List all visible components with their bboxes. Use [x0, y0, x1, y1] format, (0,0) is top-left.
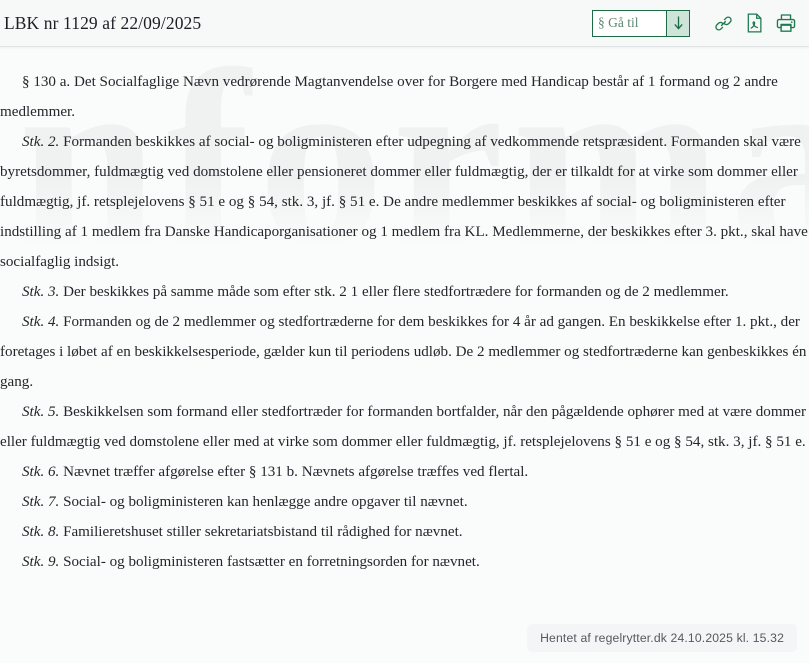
pdf-button[interactable]	[743, 10, 766, 36]
paragraph-text: Social- og boligministeren kan henlægge andre opgaver til nævnet.	[59, 494, 468, 510]
goto-dropdown-button[interactable]	[666, 11, 689, 36]
paragraph	[0, 517, 809, 547]
document-viewport	[0, 47, 809, 663]
paragraph-lead: Stk. 9.	[22, 554, 60, 570]
paragraph	[0, 397, 809, 457]
paragraph-lead: § 130 a.	[22, 74, 71, 90]
goto-control[interactable]	[592, 10, 690, 37]
paragraph-lead: Stk. 8.	[22, 524, 60, 540]
paragraph	[0, 487, 809, 517]
paragraph-lead: Stk. 6.	[22, 464, 60, 480]
arrow-down-icon	[673, 15, 684, 31]
paragraph-text: Formanden beskikkes af social- og boligministeren efter udpegning af vedkommende retspræsident. Formanden skal være byretsdommer, fuldmægtig ved domstolene eller pensioneret dommer eller fuldmægtig, der er tilkaldt for at virke som dommer eller fuldmægtig, jf. retsplejelovens § 51 e og § 54, stk. 3, jf. § 51 e. De andre medlemmer beskikkes af social- og boligministeren efter indstilling af 1 medlem fra Danske Handicaporganisationer og 1 medlem fra KL. Medlemmerne, der beskikkes efter 3. pkt., skal have socialfaglig indsigt.	[0, 134, 808, 270]
paragraph	[0, 457, 809, 487]
document-toolbar	[0, 0, 809, 47]
paragraph-text: Der beskikkes på samme måde som efter stk. 2 1 eller flere stedfortrædere for formanden og de 2 medlemmer.	[59, 284, 729, 300]
paragraph-lead: Stk. 3.	[22, 284, 60, 300]
pdf-icon	[745, 13, 764, 33]
paragraph-lead: Stk. 4.	[22, 314, 60, 330]
paragraph-text: Social- og boligministeren fastsætter en forretningsorden for nævnet.	[59, 554, 480, 570]
paragraph	[0, 67, 809, 127]
goto-input[interactable]	[593, 11, 666, 36]
document-content	[0, 47, 809, 577]
link-button[interactable]	[712, 10, 735, 36]
link-icon	[714, 14, 733, 33]
print-icon	[776, 13, 796, 33]
paragraph-text: Beskikkelsen som formand eller stedfortræder for formanden bortfalder, når den pågældende ophører med at være dommer eller fuldmægtig ved domstolene eller med at virke som dommer eller fuldmægtig, jf. retsplejelovens § 51 e og § 54, stk. 3, jf. § 51 e.	[0, 404, 807, 450]
paragraph-lead: Stk. 2.	[22, 134, 60, 150]
paragraph-text: Nævnet træffer afgørelse efter § 131 b. Nævnets afgørelse træffes ved flertal.	[59, 464, 529, 480]
paragraph	[0, 307, 809, 397]
paragraph-text: Formanden og de 2 medlemmer og stedfortræderne for dem beskikkes for 4 år ad gangen. En beskikkelse efter 1. pkt., der foretages i løbet af en beskikkelsesperiode, gælder kun til periodens udløb. De 2 medlemmer og stedfortræderne kan genbeskikkes én gang.	[0, 314, 807, 390]
page-title: LBK nr 1129 af 22/09/2025	[4, 12, 202, 33]
retrieval-stamp: Hentet af regelrytter.dk 24.10.2025 kl. 15.32	[527, 624, 797, 652]
paragraph	[0, 127, 809, 277]
paragraph	[0, 277, 809, 307]
paragraph-text: Det Socialfaglige Nævn vedrørende Magtanvendelse over for Borgere med Handicap består af 1 formand og 2 andre medlemmer.	[0, 74, 778, 120]
paragraph-text: Familieretshuset stiller sekretariatsbistand til rådighed for nævnet.	[59, 524, 463, 540]
paragraph	[0, 547, 809, 577]
paragraph-lead: Stk. 7.	[22, 494, 60, 510]
paragraph-lead: Stk. 5.	[22, 404, 60, 420]
print-button[interactable]	[774, 10, 797, 36]
